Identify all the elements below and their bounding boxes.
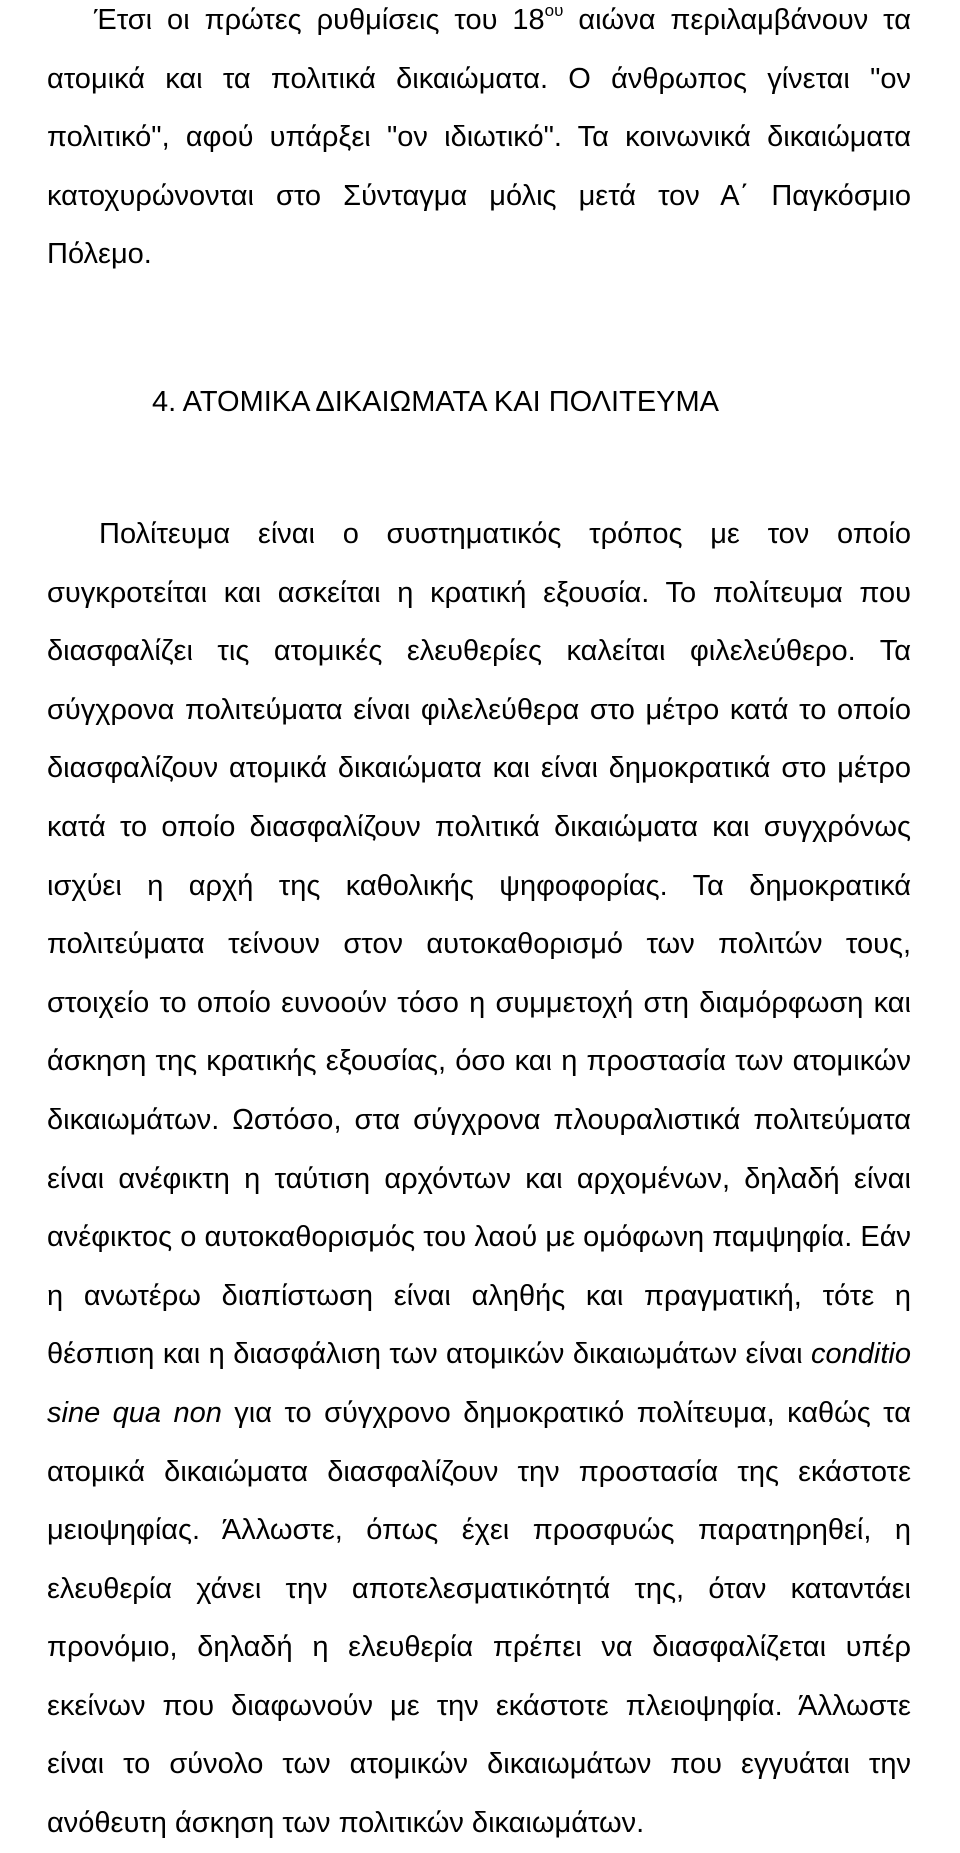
intro-paragraph [47, 0, 911, 284]
century-suffix: ου [544, 1, 564, 20]
latin-phrase: conditio sine qua non [47, 1338, 911, 1429]
intro-text-end: αιώνα περιλαμβάνουν τα ατομικά και τα πολιτικά δικαιώματα. Ο άνθρωπος γίνεται "ον πολιτικό", αφού υπάρξει "ον ιδιωτικό". Τα κοινωνικά δικαιώματα κατοχυρώνονται στο Σύνταγμα μόλις μετά τον Α΄ Παγκόσμιο Πόλεμο. [47, 4, 911, 271]
intro-text-start: Έτσι οι πρώτες ρυθμίσεις του 18 [94, 4, 545, 36]
section-heading: 4. ΑΤΟΜΙΚΑ ΔΙΚΑΙΩΜΑΤΑ ΚΑΙ ΠΟΛΙΤΕΥΜΑ [152, 386, 720, 418]
body-text-end: για το σύγχρονο δημοκρατικό πολίτευμα, καθώς τα ατομικά δικαιώματα διασφαλίζουν την προστασία της εκάστοτε μειοψηφίας. Άλλωστε, όπως έχει προσφυώς παρατηρηθεί, η ελευθερία χάνει την αποτελεσματικότητά της, όταν καταντάει προνόμιο, δηλαδή η ελευθερία πρέπει να διασφαλίζεται υπέρ εκείνων που διαφωνούν με την εκάστοτε πλειοψηφία. Άλλωστε είναι το σύνολο των ατομικών δικαιωμάτων που εγγυάται την ανόθευτη άσκηση των πολιτικών δικαιωμάτων. [47, 1396, 911, 1840]
body-text-start: Πολίτευμα είναι ο συστηματικός τρόπος με τον οποίο συγκροτείται και ασκείται η κρατική εξουσία. Το πολίτευμα που διασφαλίζει τις ατομικές ελευθερίες καλείται φιλελεύθερο. Τα σύγχρονα πολιτεύματα είναι φιλελεύθερα στο μέτρο κατά το οποίο διασφαλίζουν ατομικά δικαιώματα και είναι δημοκρατικά στο μέτρο κατά το οποίο διασφαλίζουν πολιτικά δικαιώματα και συγχρόνως ισχύει η αρχή της καθολικής ψηφοφορίας. Τα δημοκρατικά πολιτεύματα τείνουν στον αυτοκαθορισμό των πολιτών τους, στοιχείο το οποίο ευνοούν τόσο η συμμετοχή στη διαμόρφωση και άσκηση της κρατικής εξουσίας, όσο και η προστασία των ατομικών δικαιωμάτων. Ωστόσο, στα σύγχρονα πλουραλιστικά πολιτεύματα είναι ανέφικτη η ταύτιση αρχόντων και αρχομένων, δηλαδή είναι ανέφικτος ο αυτοκαθορισμός του λαού με ομόφωνη παμψηφία. Εάν η ανωτέρω διαπίστωση είναι αληθής και πραγματική, τότε η θέσπιση και η διασφάλιση των ατομικών δικαιωμάτων είναι [47, 518, 911, 1371]
body-paragraph [47, 505, 911, 1853]
